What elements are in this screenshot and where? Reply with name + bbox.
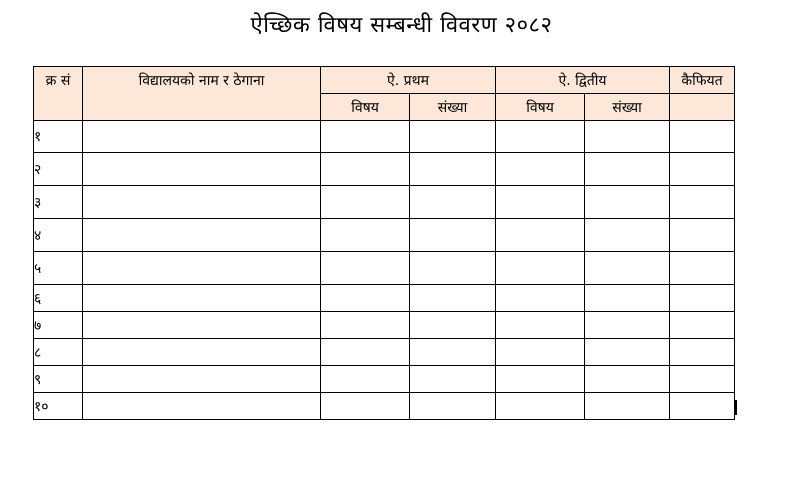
group1-subject-cell[interactable] — [321, 393, 410, 420]
group1-count-cell[interactable] — [410, 339, 496, 366]
group1-count-cell[interactable] — [410, 252, 496, 285]
serial-number-cell: ३ — [34, 186, 83, 219]
school-name-cell[interactable] — [83, 252, 321, 285]
group2-count-header: संख्या — [585, 94, 670, 121]
remarks-cell[interactable] — [670, 252, 735, 285]
table-row — [34, 219, 735, 252]
group1-subject-cell[interactable] — [321, 285, 410, 312]
school-name-cell[interactable] — [83, 393, 321, 420]
remarks-subheader — [670, 94, 735, 121]
group2-subject-cell[interactable] — [496, 312, 585, 339]
group1-subject-cell[interactable] — [321, 339, 410, 366]
group1-subject-cell[interactable] — [321, 153, 410, 186]
serial-number-cell: ४ — [34, 219, 83, 252]
group1-count-cell[interactable] — [410, 366, 496, 393]
table-row — [34, 339, 735, 366]
remarks-cell[interactable] — [670, 285, 735, 312]
group1-count-cell[interactable] — [410, 219, 496, 252]
group2-count-cell[interactable] — [585, 219, 670, 252]
group2-count-cell[interactable] — [585, 252, 670, 285]
group2-count-cell[interactable] — [585, 366, 670, 393]
school-name-cell[interactable] — [83, 121, 321, 153]
remarks-cell[interactable] — [670, 186, 735, 219]
school-name-header: विद्यालयको नाम र ठेगाना — [83, 67, 321, 121]
serial-number-cell: ९ — [34, 366, 83, 393]
group2-subject-cell[interactable] — [496, 121, 585, 153]
school-name-cell[interactable] — [83, 219, 321, 252]
table-row — [34, 312, 735, 339]
school-name-cell[interactable] — [83, 366, 321, 393]
group1-subject-header: विषय — [321, 94, 410, 121]
table-row — [34, 252, 735, 285]
group2-count-cell[interactable] — [585, 393, 670, 420]
group2-count-cell[interactable] — [585, 121, 670, 153]
table-row — [34, 121, 735, 153]
table-row — [34, 285, 735, 312]
group2-subject-cell[interactable] — [496, 285, 585, 312]
group2-count-cell[interactable] — [585, 312, 670, 339]
group1-count-cell[interactable] — [410, 153, 496, 186]
group1-header: ऐ. प्रथम — [321, 67, 496, 94]
group2-subject-header: विषय — [496, 94, 585, 121]
table-row — [34, 186, 735, 219]
remarks-cell[interactable] — [670, 121, 735, 153]
group2-subject-cell[interactable] — [496, 153, 585, 186]
group2-count-cell[interactable] — [585, 285, 670, 312]
group2-subject-cell[interactable] — [496, 393, 585, 420]
serial-number-cell: ५ — [34, 252, 83, 285]
serial-number-cell: २ — [34, 153, 83, 186]
serial-number-cell: १ — [34, 121, 83, 153]
serial-header: क्र सं — [34, 67, 83, 121]
table-row — [34, 393, 735, 420]
group1-subject-cell[interactable] — [321, 121, 410, 153]
group1-subject-cell[interactable] — [321, 219, 410, 252]
school-name-cell[interactable] — [83, 153, 321, 186]
group1-count-header: संख्या — [410, 94, 496, 121]
group2-count-cell[interactable] — [585, 153, 670, 186]
group2-subject-cell[interactable] — [496, 366, 585, 393]
group2-header: ऐ. द्वितीय — [496, 67, 670, 94]
group1-subject-cell[interactable] — [321, 252, 410, 285]
school-name-cell[interactable] — [83, 312, 321, 339]
serial-number-cell: १० — [34, 393, 83, 420]
group2-subject-cell[interactable] — [496, 219, 585, 252]
group1-count-cell[interactable] — [410, 393, 496, 420]
elective-subject-table — [33, 66, 735, 420]
remarks-cell[interactable] — [670, 393, 735, 420]
school-name-cell[interactable] — [83, 186, 321, 219]
table-row — [34, 366, 735, 393]
remarks-cell[interactable] — [670, 219, 735, 252]
group1-subject-cell[interactable] — [321, 312, 410, 339]
group1-count-cell[interactable] — [410, 285, 496, 312]
table-row — [34, 153, 735, 186]
serial-number-cell: ८ — [34, 339, 83, 366]
group1-count-cell[interactable] — [410, 186, 496, 219]
group1-count-cell[interactable] — [410, 312, 496, 339]
serial-number-cell: ६ — [34, 285, 83, 312]
group2-count-cell[interactable] — [585, 186, 670, 219]
group1-subject-cell[interactable] — [321, 366, 410, 393]
group1-count-cell[interactable] — [410, 121, 496, 153]
group2-subject-cell[interactable] — [496, 252, 585, 285]
group2-subject-cell[interactable] — [496, 339, 585, 366]
remarks-cell[interactable] — [670, 339, 735, 366]
remarks-cell[interactable] — [670, 153, 735, 186]
group2-subject-cell[interactable] — [496, 186, 585, 219]
text-cursor — [735, 400, 737, 415]
page-title: ऐच्छिक विषय सम्बन्धी विवरण २०८२ — [250, 13, 553, 38]
remarks-header: कैफियत — [670, 67, 735, 94]
group1-subject-cell[interactable] — [321, 186, 410, 219]
table-body — [34, 121, 735, 420]
school-name-cell[interactable] — [83, 339, 321, 366]
group2-count-cell[interactable] — [585, 339, 670, 366]
remarks-cell[interactable] — [670, 366, 735, 393]
school-name-cell[interactable] — [83, 285, 321, 312]
serial-number-cell: ७ — [34, 312, 83, 339]
remarks-cell[interactable] — [670, 312, 735, 339]
